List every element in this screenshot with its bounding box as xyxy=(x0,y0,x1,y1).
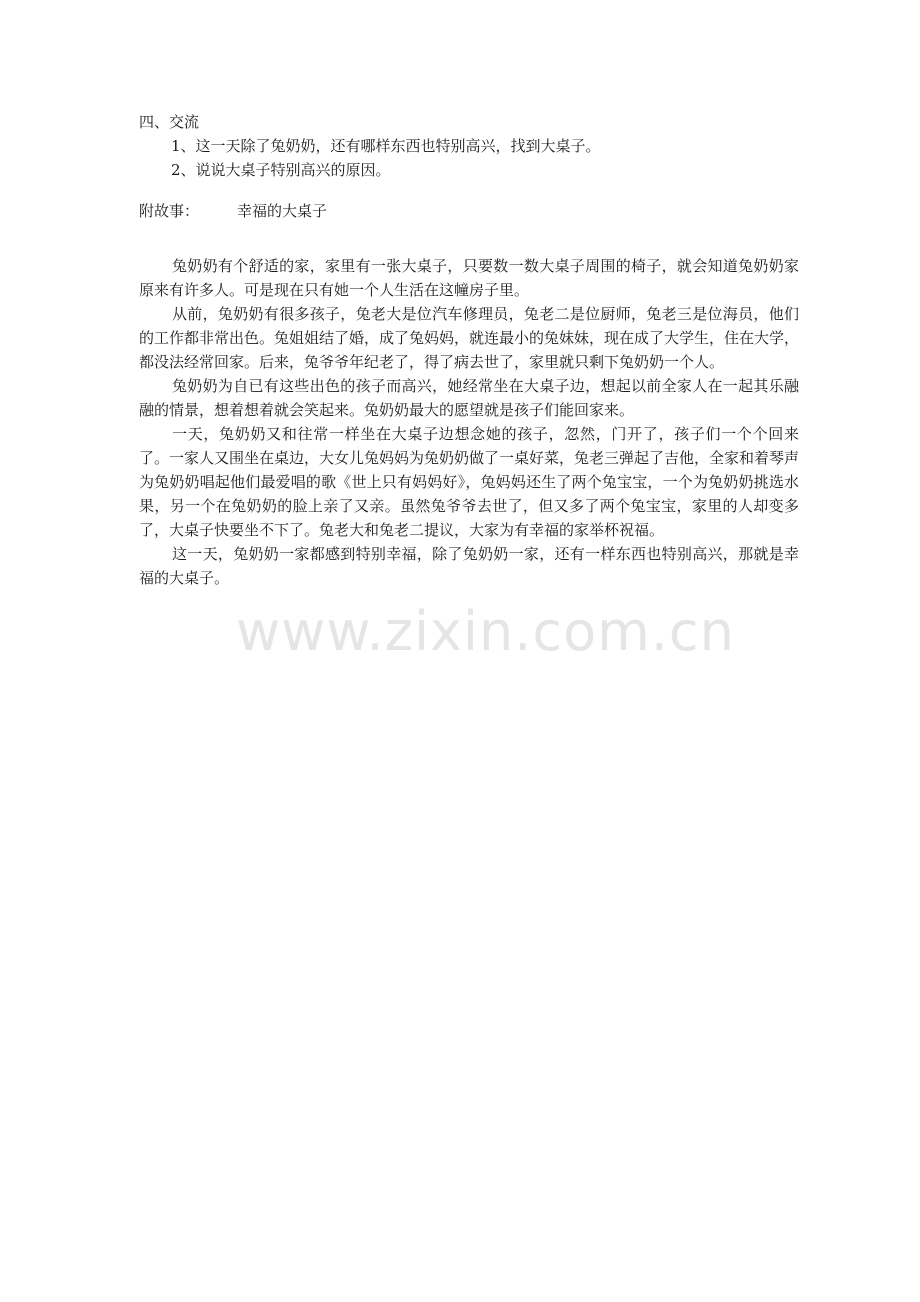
story-label: 附故事： xyxy=(139,202,200,220)
story-paragraph-4: 一天，兔奶奶又和往常一样坐在大桌子边想念她的孩子，忽然，门开了，孩子们一个个回来了。一家人又围坐在桌边，大女儿兔妈妈为兔奶奶做了一桌好菜，兔老三弹起了吉他，全家和着琴声为兔奶奶唱起他们最爱唱的歌《世上只有妈妈好》，兔妈妈还生了两个兔宝宝，一个为兔奶奶挑选水果，另一个在兔奶奶的脸上亲了又亲。虽然兔爷爷去世了，但又多了两个兔宝宝，家里的人却变多了，大桌子快要坐不下了。兔老大和兔老二提议，大家为有幸福的家举杯祝福。 xyxy=(139,425,800,539)
section-heading: 四、交流 xyxy=(139,113,200,131)
question-item-2: 2、说说大桌子特别高兴的原因。 xyxy=(171,161,391,179)
story-paragraph-1: 兔奶奶有个舒适的家，家里有一张大桌子，只要数一数大桌子周围的椅子，就会知道兔奶奶家原来有许多人。可是现在只有她一个人生活在这幢房子里。 xyxy=(139,257,799,299)
story-paragraph-2: 从前，兔奶奶有很多孩子，兔老大是位汽车修理员，兔老二是位厨师，兔老三是位海员，他们的工作都非常出色。兔姐姐结了婚，成了兔妈妈，就连最小的兔妹妹，现在成了大学生，住在大学，都没法经常回家。后来，兔爷爷年纪老了，得了病去世了，家里就只剩下兔奶奶一个人。 xyxy=(139,305,800,371)
document-content xyxy=(139,110,799,590)
story-body xyxy=(139,254,799,590)
story-title: 幸福的大桌子 xyxy=(237,202,328,220)
story-header xyxy=(139,199,799,223)
question-item-1: 1、这一天除了兔奶奶，还有哪样东西也特别高兴，找到大桌子。 xyxy=(171,137,601,155)
story-paragraph-3: 兔奶奶为自已有这些出色的孩子而高兴，她经常坐在大桌子边，想起以前全家人在一起其乐融融的情景，想着想着就会笑起来。兔奶奶最大的愿望就是孩子们能回家来。 xyxy=(139,377,799,419)
watermark: www.zixin.com.cn xyxy=(236,600,735,663)
story-paragraph-5: 这一天，兔奶奶一家都感到特别幸福，除了兔奶奶一家，还有一样东西也特别高兴，那就是幸福的大桌子。 xyxy=(139,545,799,587)
